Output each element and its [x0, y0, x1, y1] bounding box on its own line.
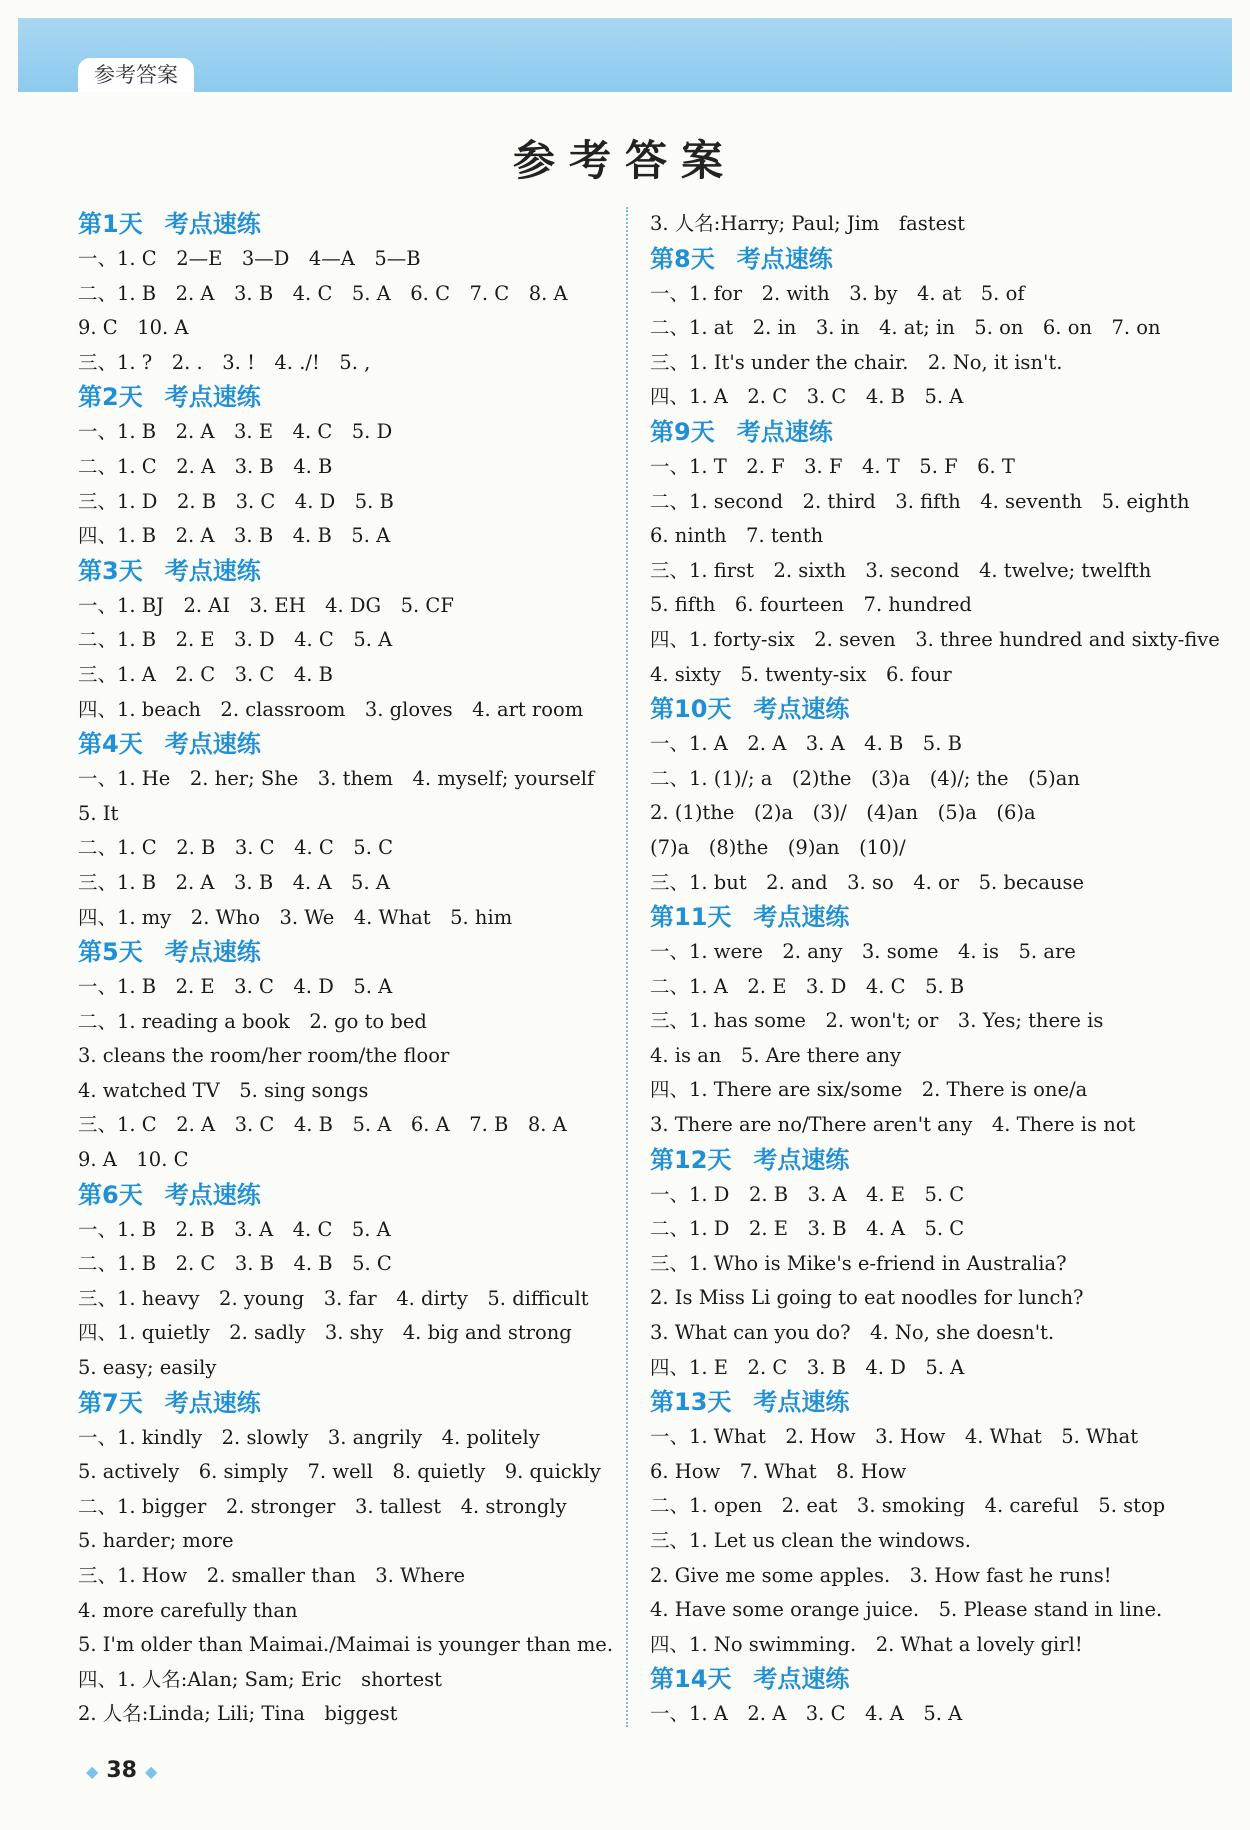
answer-line: 6. How 7. What 8. How [650, 1459, 907, 1483]
answer-line: 一、1. B 2. A 3. E 4. C 5. D [78, 420, 393, 444]
section-title [650, 1662, 1210, 1697]
answer-line: 三、1. but 2. and 3. so 4. or 5. because [650, 870, 1085, 894]
section-subtitle: 考点速练 [164, 1180, 261, 1209]
answer-line: 一、1. B 2. E 3. C 4. D 5. A [78, 975, 393, 999]
answer-line: 三、1. It's under the chair. 2. No, it isn't. [650, 350, 1063, 374]
section-subtitle: 考点速练 [164, 556, 261, 585]
section-subtitle: 考点速练 [736, 244, 833, 273]
section-day: 第9天 [650, 417, 715, 446]
answer-line: (7)a (8)the (9)an (10)/ [650, 835, 906, 859]
section-subtitle: 考点速练 [753, 1145, 850, 1174]
answer-line: 一、1. were 2. any 3. some 4. is 5. are [650, 940, 1076, 964]
answer-line: 一、1. A 2. A 3. C 4. A 5. A [650, 1702, 963, 1726]
section-subtitle: 考点速练 [753, 903, 850, 932]
answer-line: 3. 人名:Harry; Paul; Jim fastest [650, 212, 965, 235]
answer-line: 二、1. B 2. A 3. B 4. C 5. A 6. C 7. C 8. A [78, 281, 568, 305]
section-subtitle: 考点速练 [164, 730, 261, 759]
answer-line: 二、1. D 2. E 3. B 4. A 5. C [650, 1217, 965, 1241]
answer-line: 2. (1)the (2)a (3)/ (4)an (5)a (6)a [650, 801, 1036, 825]
page-footer [78, 1756, 165, 1786]
answer-line: 四、1. No swimming. 2. What a lovely girl! [650, 1632, 1083, 1656]
answer-line: 一、1. He 2. her; She 3. them 4. myself; yourself [78, 767, 595, 791]
answer-line: 二、1. reading a book 2. go to bed [78, 1009, 427, 1033]
header-tag: 参考答案 [78, 58, 194, 92]
section-day: 第4天 [78, 730, 143, 759]
answer-line: 2. Is Miss Li going to eat noodles for lunch? [650, 1286, 1084, 1310]
answer-line: 四、1. B 2. A 3. B 4. B 5. A [78, 524, 391, 548]
section-title [650, 692, 1210, 727]
answer-line: 9. A 10. C [78, 1148, 189, 1172]
answer-line: 4. watched TV 5. sing songs [78, 1078, 369, 1102]
answer-line: 2. Give me some apples. 3. How fast he runs! [650, 1563, 1112, 1587]
answer-line: 四、1. E 2. C 3. B 4. D 5. A [650, 1355, 965, 1379]
section-title [650, 1143, 1210, 1178]
section-title [78, 1386, 618, 1421]
answer-line: 一、1. kindly 2. slowly 3. angrily 4. politely [78, 1425, 540, 1449]
answer-line: 3. There are no/There aren't any 4. There is not [650, 1113, 1136, 1137]
section-title [650, 1385, 1210, 1420]
section-subtitle: 考点速练 [164, 1388, 261, 1417]
answer-line: 三、1. How 2. smaller than 3. Where [78, 1564, 466, 1587]
answer-line: 一、1. A 2. A 3. A 4. B 5. B [650, 732, 962, 756]
right-column [650, 207, 1220, 1732]
column-divider [626, 207, 628, 1727]
section-subtitle: 考点速练 [164, 938, 261, 967]
answer-line: 二、1. C 2. A 3. B 4. B [78, 454, 333, 478]
section-day: 第14天 [650, 1665, 732, 1694]
section-day: 第13天 [650, 1388, 732, 1417]
answer-line: 3. What can you do? 4. No, she doesn't. [650, 1321, 1055, 1345]
page-number: 38 [106, 1758, 137, 1783]
answer-line: 三、1. first 2. sixth 3. second 4. twelve; twelfth [650, 558, 1152, 582]
answer-line: 5. easy; easily [78, 1356, 217, 1380]
answer-line: 四、1. beach 2. classroom 3. gloves 4. art room [78, 697, 584, 721]
answer-line: 二、1. C 2. B 3. C 4. C 5. C [78, 836, 394, 860]
section-title [78, 727, 618, 762]
answer-line: 四、1. A 2. C 3. C 4. B 5. A [650, 385, 964, 409]
answer-line: 三、1. C 2. A 3. C 4. B 5. A 6. A 7. B 8. A [78, 1113, 567, 1137]
answer-line: 四、1. forty-six 2. seven 3. three hundred and sixty-five [650, 627, 1220, 651]
answer-line: 二、1. at 2. in 3. in 4. at; in 5. on 6. on 7. on [650, 316, 1161, 340]
section-subtitle: 考点速练 [753, 1665, 850, 1694]
answer-line: 5. fifth 6. fourteen 7. hundred [650, 593, 972, 617]
answer-line: 一、1. What 2. How 3. How 4. What 5. What [650, 1425, 1139, 1449]
answer-line: 一、1. BJ 2. AI 3. EH 4. DG 5. CF [78, 593, 454, 617]
answer-line: 四、1. quietly 2. sadly 3. shy 4. big and strong [78, 1321, 572, 1345]
answer-line: 二、1. open 2. eat 3. smoking 4. careful 5. stop [650, 1494, 1166, 1518]
answer-line: 4. more carefully than [78, 1598, 298, 1622]
answer-line: 5. I'm older than Maimai./Maimai is younger than me. [78, 1633, 614, 1657]
diamond-icon: ◆ [86, 1762, 99, 1781]
answer-line: 三、1. Who is Mike's e-friend in Australia? [650, 1251, 1067, 1275]
section-title [650, 415, 1210, 450]
section-title [78, 207, 618, 242]
answer-line: 三、1. heavy 2. young 3. far 4. dirty 5. difficult [78, 1286, 589, 1310]
section-subtitle: 考点速练 [753, 695, 850, 724]
diamond-icon: ◆ [144, 1762, 158, 1781]
answer-line: 2. 人名:Linda; Lili; Tina biggest [78, 1702, 398, 1726]
answer-line: 5. actively 6. simply 7. well 8. quietly 9. quickly [78, 1460, 601, 1484]
section-day: 第1天 [78, 210, 143, 238]
answer-line: 5. harder; more [78, 1529, 234, 1553]
section-day: 第7天 [78, 1388, 143, 1417]
answer-line: 4. Have some orange juice. 5. Please stand in line. [650, 1598, 1163, 1622]
answer-line: 二、1. (1)/; a (2)the (3)a (4)/; the (5)an [650, 766, 1080, 790]
section-day: 第3天 [78, 556, 143, 585]
section-title [78, 1178, 618, 1213]
answer-line: 四、1. There are six/some 2. There is one/a [650, 1078, 1088, 1102]
answer-line: 四、1. 人名:Alan; Sam; Eric shortest [78, 1667, 442, 1691]
section-day: 第11天 [650, 903, 732, 932]
answer-line: 四、1. my 2. Who 3. We 4. What 5. him [78, 905, 513, 929]
section-subtitle: 考点速练 [164, 210, 261, 238]
section-day: 第12天 [650, 1145, 732, 1174]
answer-line: 三、1. A 2. C 3. C 4. B [78, 662, 333, 686]
answer-line: 4. sixty 5. twenty-six 6. four [650, 662, 952, 686]
answer-line: 三、1. has some 2. won't; or 3. Yes; there is [650, 1009, 1104, 1033]
section-day: 第8天 [650, 244, 715, 273]
answer-line: 一、1. B 2. B 3. A 4. C 5. A [78, 1217, 391, 1241]
section-day: 第6天 [78, 1180, 143, 1209]
answer-line: 三、1. Let us clean the windows. [650, 1529, 971, 1552]
answer-line: 一、1. D 2. B 3. A 4. E 5. C [650, 1182, 965, 1206]
answer-line: 三、1. B 2. A 3. B 4. A 5. A [78, 870, 390, 894]
answer-line: 二、1. bigger 2. stronger 3. tallest 4. strongly [78, 1494, 567, 1518]
answer-line: 6. ninth 7. tenth [650, 524, 824, 548]
section-title [650, 242, 1210, 277]
section-subtitle: 考点速练 [164, 383, 261, 412]
left-column [78, 207, 618, 1732]
answer-line: 二、1. second 2. third 3. fifth 4. seventh 5. eighth [650, 489, 1190, 513]
answer-line: 二、1. B 2. E 3. D 4. C 5. A [78, 628, 393, 652]
section-subtitle: 考点速练 [753, 1388, 850, 1417]
answer-line: 3. cleans the room/her room/the floor [78, 1044, 450, 1068]
top-banner [18, 18, 1232, 92]
answer-line: 一、1. for 2. with 3. by 4. at 5. of [650, 281, 1025, 305]
section-title [650, 900, 1210, 935]
page-title: 参考答案 [512, 136, 737, 185]
section-title [78, 380, 618, 415]
answer-line: 9. C 10. A [78, 316, 189, 340]
answer-line: 二、1. B 2. C 3. B 4. B 5. C [78, 1252, 392, 1276]
section-subtitle: 考点速练 [736, 417, 833, 446]
answer-line: 一、1. T 2. F 3. F 4. T 5. F 6. T [650, 454, 1015, 478]
answer-line: 一、1. C 2—E 3—D 4—A 5—B [78, 247, 421, 270]
section-title [78, 935, 618, 970]
section-day: 第5天 [78, 938, 143, 967]
section-title [78, 554, 618, 589]
answer-line: 三、1. ? 2. . 3. ! 4. ./! 5. , [78, 350, 371, 374]
section-day: 第10天 [650, 695, 732, 724]
answer-line: 二、1. A 2. E 3. D 4. C 5. B [650, 974, 965, 998]
answer-line: 4. is an 5. Are there any [650, 1043, 902, 1067]
section-day: 第2天 [78, 383, 143, 412]
answer-line: 三、1. D 2. B 3. C 4. D 5. B [78, 489, 394, 513]
answer-line: 5. It [78, 801, 119, 825]
